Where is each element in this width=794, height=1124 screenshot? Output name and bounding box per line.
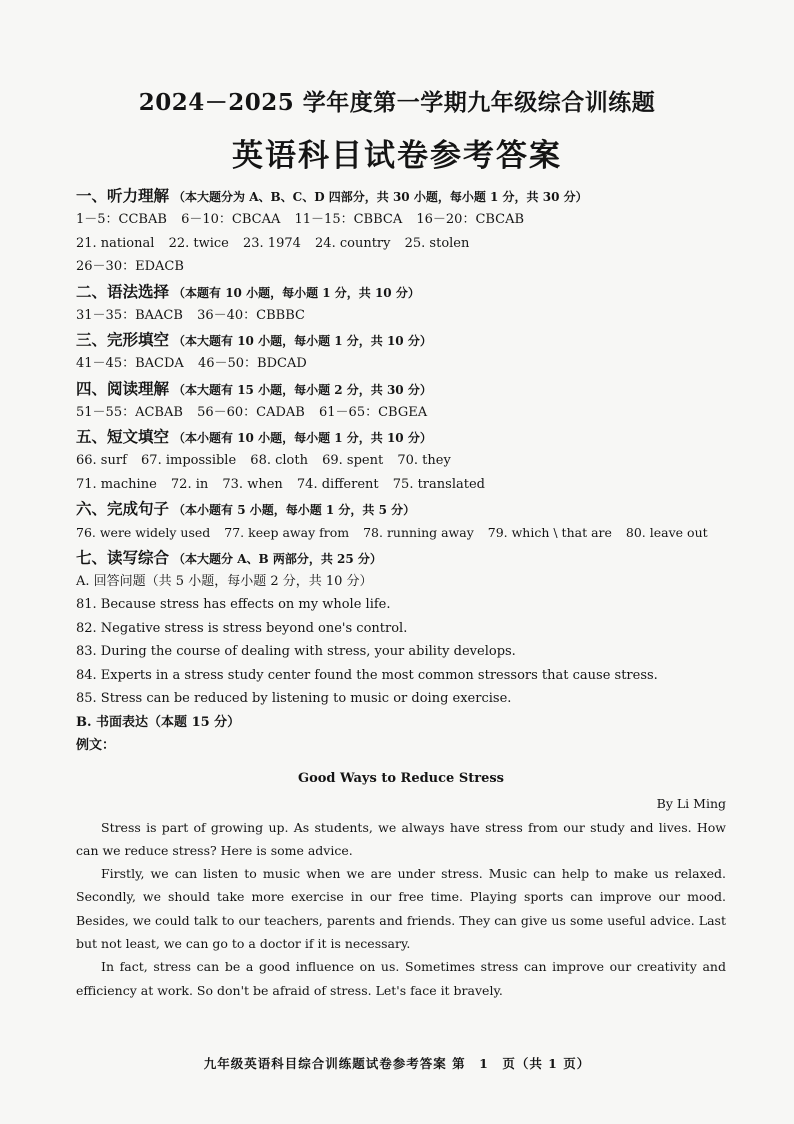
section-title: 六、完成句子 — [76, 499, 170, 518]
answer-sentence: 83. During the course of dealing with stress, your ability develops. — [76, 644, 516, 659]
answer-item: 72. in — [170, 476, 209, 492]
answer-item: 66. surf — [76, 453, 127, 468]
section-title: 三、完形填空 — [76, 330, 170, 349]
section-note: （本小题有 5 小题，每小题 1 分，共 5 分） — [173, 503, 416, 517]
answer-group: 16－20：CBCAB — [416, 212, 525, 227]
section-note: （本大题分 A、B 两部分，共 25 分） — [173, 551, 382, 566]
essay-byline: By Li Ming — [656, 795, 726, 811]
answer-item: 78. running away — [363, 525, 474, 540]
answer-group: 11－15：CBBCA — [294, 212, 403, 227]
essay-title: Good Ways to Reduce Stress — [297, 770, 505, 786]
answer-group: 6－10：CBCAA — [181, 212, 281, 227]
section-title: 七、读写综合 — [76, 547, 170, 567]
section-heading-reading-writing — [76, 545, 726, 570]
answer-row — [76, 255, 726, 279]
section-heading-grammar — [76, 279, 726, 304]
answer-row — [76, 208, 726, 232]
section-heading-cloze — [76, 327, 726, 352]
answer-group: 36－40：CBBBC — [197, 307, 305, 323]
answer-row — [76, 521, 726, 545]
part-a-heading: A. 回答问题（共 5 小题，每小题 2 分，共 10 分） — [76, 573, 373, 589]
answer-group: 61－65：CBGEA — [319, 404, 428, 420]
section-note: （本题有 10 小题，每小题 1 分，共 10 分） — [173, 285, 420, 300]
answer-group: 1－5：CCBAB — [76, 212, 167, 227]
page-title: 2024－2025 学年度第一学期九年级综合训练题 — [138, 89, 656, 116]
answer-item: 74. different — [296, 476, 379, 492]
answer-row — [76, 352, 726, 376]
answer-row — [76, 449, 726, 473]
answer-row — [76, 401, 726, 425]
section-note: （本大题分为 A、B、C、D 四部分，共 30 小题，每小题 1 分，共 30 分） — [173, 190, 588, 204]
answer-group: 51－55：ACBAB — [76, 404, 183, 420]
essay-paragraph: Firstly, we can listen to music when we are under stress. Music can help to make us relaxed. Secondly, we should take more exercise in our free time. Playing sports can improve our mood. Besides, we could talk to our teachers, parents and friends. They can give us some useful advice. Last but not least, we can go to a doctor if it is necessary. — [76, 866, 726, 951]
essay-paragraph: In fact, stress can be a good influence on us. Sometimes stress can improve our creativity and efficiency at work. So don't be afraid of stress. Let's face it bravely. — [76, 959, 726, 998]
section-title: 一、听力理解 — [76, 186, 170, 205]
answer-group: 56－60：CADAB — [197, 404, 305, 420]
answer-item: 23. 1974 — [243, 235, 301, 251]
answer-sentence: 84. Experts in a stress study center found the most common stressors that cause stress. — [76, 667, 658, 683]
answer-group: 46－50：BDCAD — [197, 356, 307, 371]
example-label: 例文： — [76, 738, 116, 753]
answer-sentence: 82. Negative stress is stress beyond one's control. — [76, 620, 408, 636]
answer-group: 41－45：BACDA — [76, 356, 184, 371]
page-footer: 九年级英语科目综合训练题试卷参考答案 第 1 页（共 1 页） — [203, 1056, 591, 1071]
answer-item: 73. when — [222, 476, 283, 492]
essay-paragraph: Stress is part of growing up. As students, we always have stress from our study and lives. How can we reduce stress? Here is some advice. — [76, 819, 726, 858]
answer-row — [76, 473, 726, 497]
answer-item: 21. national — [76, 235, 155, 251]
answer-item: 71. machine — [76, 476, 157, 492]
answer-item: 77. keep away from — [224, 525, 350, 540]
answer-item: 79. which \ that are — [487, 525, 612, 540]
section-title: 二、语法选择 — [76, 281, 170, 301]
section-title: 五、短文填空 — [76, 427, 170, 446]
answer-row — [76, 232, 726, 256]
answer-item: 25. stolen — [404, 235, 470, 251]
answer-item: 69. spent — [322, 453, 384, 468]
answer-group: 26－30：EDACB — [76, 259, 184, 274]
section-note: （本大题有 15 小题，每小题 2 分，共 30 分） — [173, 382, 432, 397]
section-heading-fill-in — [76, 424, 726, 449]
section-note: （本小题有 10 小题，每小题 1 分，共 10 分） — [173, 431, 432, 445]
answer-item: 76. were widely used — [76, 525, 211, 540]
section-title: 四、阅读理解 — [76, 378, 170, 398]
answer-item: 67. impossible — [141, 453, 237, 468]
answer-content — [76, 183, 726, 1002]
answer-item: 22. twice — [168, 235, 229, 251]
answer-item: 80. leave out — [625, 525, 708, 540]
answer-item: 75. translated — [392, 476, 485, 492]
section-heading-listening — [76, 183, 726, 208]
section-note: （本大题有 10 小题，每小题 1 分，共 10 分） — [173, 334, 432, 348]
section-heading-sentences — [76, 496, 726, 521]
answer-item: 70. they — [397, 453, 451, 468]
answer-sentence: 81. Because stress has effects on my whole life. — [76, 597, 391, 612]
answer-item: 68. cloth — [250, 453, 308, 468]
answer-sentence: 85. Stress can be reduced by listening to music or doing exercise. — [76, 691, 512, 706]
answer-group: 31－35：BAACB — [76, 307, 183, 323]
page-subtitle: 英语科目试卷参考答案 — [232, 138, 562, 174]
answer-row — [76, 304, 726, 328]
answer-item: 24. country — [315, 235, 391, 251]
part-b-heading: B. 书面表达（本题 15 分） — [76, 714, 241, 730]
section-heading-reading — [76, 376, 726, 401]
